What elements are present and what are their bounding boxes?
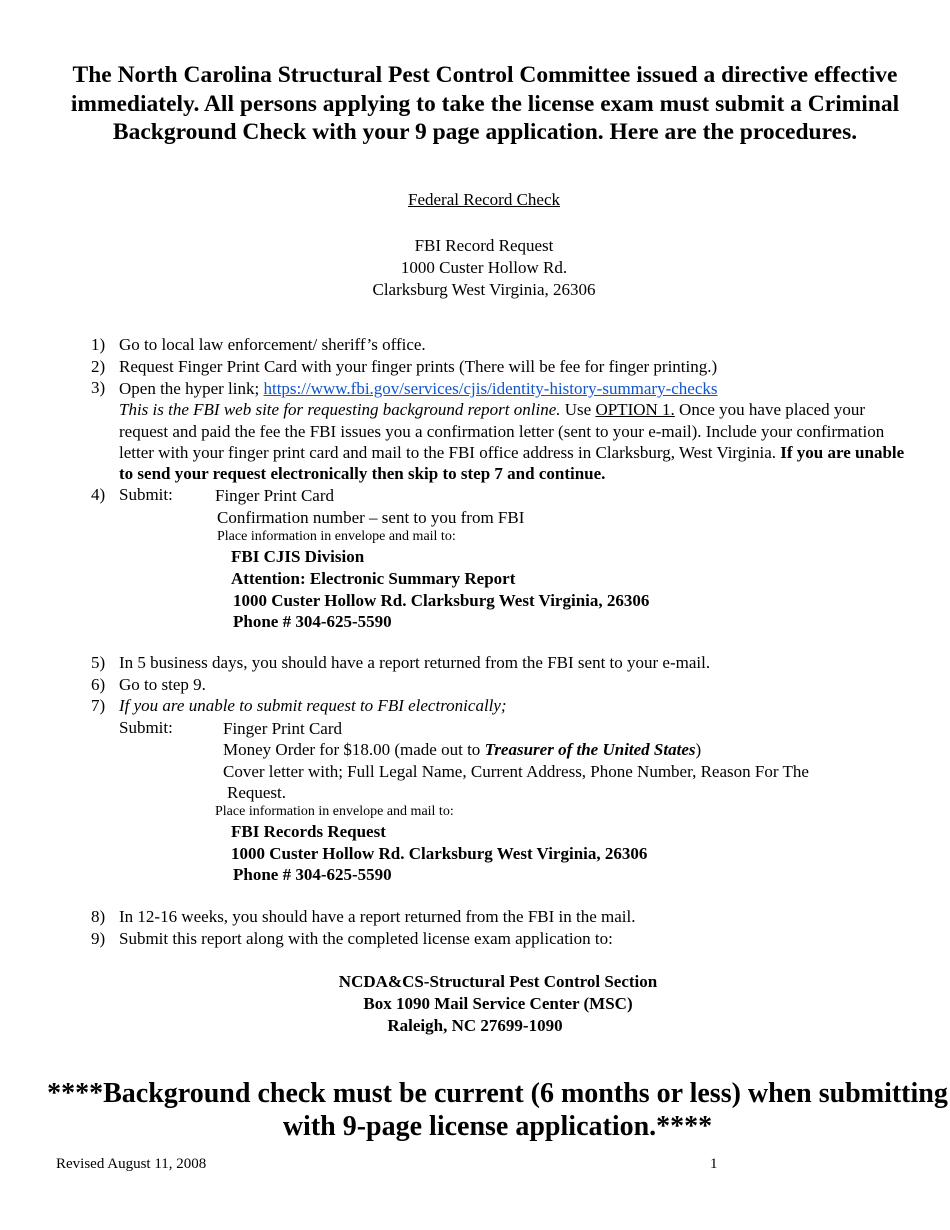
step-4-item-2: Confirmation number – sent to you from FBI [217, 508, 525, 527]
step-number: 1) [91, 335, 106, 354]
step-2-text: Request Finger Print Card with your finger prints (There will be fee for finger printing.) [119, 357, 718, 376]
step-4-mail-note: Place information in envelope and mail to: [217, 529, 456, 544]
step-7-item-2 [223, 739, 701, 760]
step-7-mail-note: Place information in envelope and mail to: [215, 804, 454, 819]
page-heading: The North Carolina Structural Pest Control Committee issued a directive effective immediately. All persons applying to take the license exam must submit a Criminal Background Check with your 9 page application. Here are the procedures. [70, 62, 900, 145]
page-number: 1 [710, 1156, 718, 1172]
step-6-text: Go to step 9. [119, 675, 206, 694]
step-4-item-1: Finger Print Card [215, 486, 334, 505]
ncda-line-3: Raleigh, NC 27699-1090 [387, 1016, 563, 1035]
step-9-text: Submit this report along with the completed license exam application to: [119, 929, 613, 948]
payee: Treasurer of the United States [484, 740, 696, 759]
step-3-use: Use [560, 400, 596, 420]
step-7-item-1: Finger Print Card [223, 719, 342, 738]
step-5-text: In 5 business days, you should have a report returned from the FBI sent to your e-mail. [119, 653, 711, 672]
revised-date: Revised August 11, 2008 [56, 1156, 207, 1172]
background-check-notice: ****Background check must be current (6 months or less) when submitting with 9-page license application.**** [47, 1078, 948, 1142]
step-4-phone: Phone # 304-625-5590 [233, 612, 392, 631]
step-3-text [119, 378, 909, 484]
step-7-address-1: FBI Records Request [231, 822, 386, 841]
section-title: Federal Record Check [408, 190, 560, 209]
ncda-line-1: NCDA&CS-Structural Pest Control Section [338, 972, 658, 991]
fbi-address-line-1: FBI Record Request [414, 236, 554, 255]
step-7-item-3: Cover letter with; Full Legal Name, Current Address, Phone Number, Reason For The [223, 762, 809, 781]
step-4-address-3: 1000 Custer Hollow Rd. Clarksburg West Virginia, 26306 [233, 591, 650, 610]
step-8-text: In 12-16 weeks, you should have a report returned from the FBI in the mail. [119, 907, 636, 926]
step-number: 3) [91, 378, 106, 397]
step-3-prefix: Open the hyper link; [119, 379, 264, 398]
step-number: 2) [91, 357, 106, 376]
step-3-bold-note: If you are unable to send your request electronically then skip to step 7 and continue. [119, 442, 905, 484]
step-3-italic: This is the FBI web site for requesting background report online. [119, 400, 561, 420]
step-number: 7) [91, 696, 106, 715]
option-1: OPTION 1. [595, 400, 675, 420]
step-7-label: Submit: [119, 718, 173, 737]
step-number: 6) [91, 675, 106, 694]
step-7-phone: Phone # 304-625-5590 [233, 865, 392, 884]
step-7-address-2: 1000 Custer Hollow Rd. Clarksburg West Virginia, 26306 [231, 844, 648, 863]
step-4-address-1: FBI CJIS Division [231, 547, 365, 566]
fbi-address-line-3: Clarksburg West Virginia, 26306 [372, 280, 596, 299]
step-7-item-3-cont: Request. [227, 783, 287, 802]
step-number: 5) [91, 653, 106, 672]
money-order-suffix: ) [695, 740, 702, 759]
fbi-link[interactable]: https://www.fbi.gov/services/cjis/identity-history-summary-checks [263, 379, 718, 398]
ncda-line-2: Box 1090 Mail Service Center (MSC) [363, 994, 633, 1013]
step-number: 4) [91, 485, 106, 504]
step-7-text: If you are unable to submit request to FBI electronically; [119, 696, 507, 715]
fbi-address-line-2: 1000 Custer Hollow Rd. [400, 258, 568, 277]
step-number: 9) [91, 929, 106, 948]
step-4-address-2: Attention: Electronic Summary Report [231, 569, 516, 588]
step-1-text: Go to local law enforcement/ sheriff’s office. [119, 335, 426, 354]
step-4-label: Submit: [119, 485, 173, 504]
step-3-rest: Once you have placed your request and paid the fee the FBI issues you a confirmation letter (sent to your e-mail). Include your confirmation letter with your finger print card and mail to the FBI office address in Clarksburg, West Virginia. [119, 400, 885, 462]
money-order-prefix: Money Order for $18.00 (made out to [223, 740, 485, 759]
step-number: 8) [91, 907, 106, 926]
